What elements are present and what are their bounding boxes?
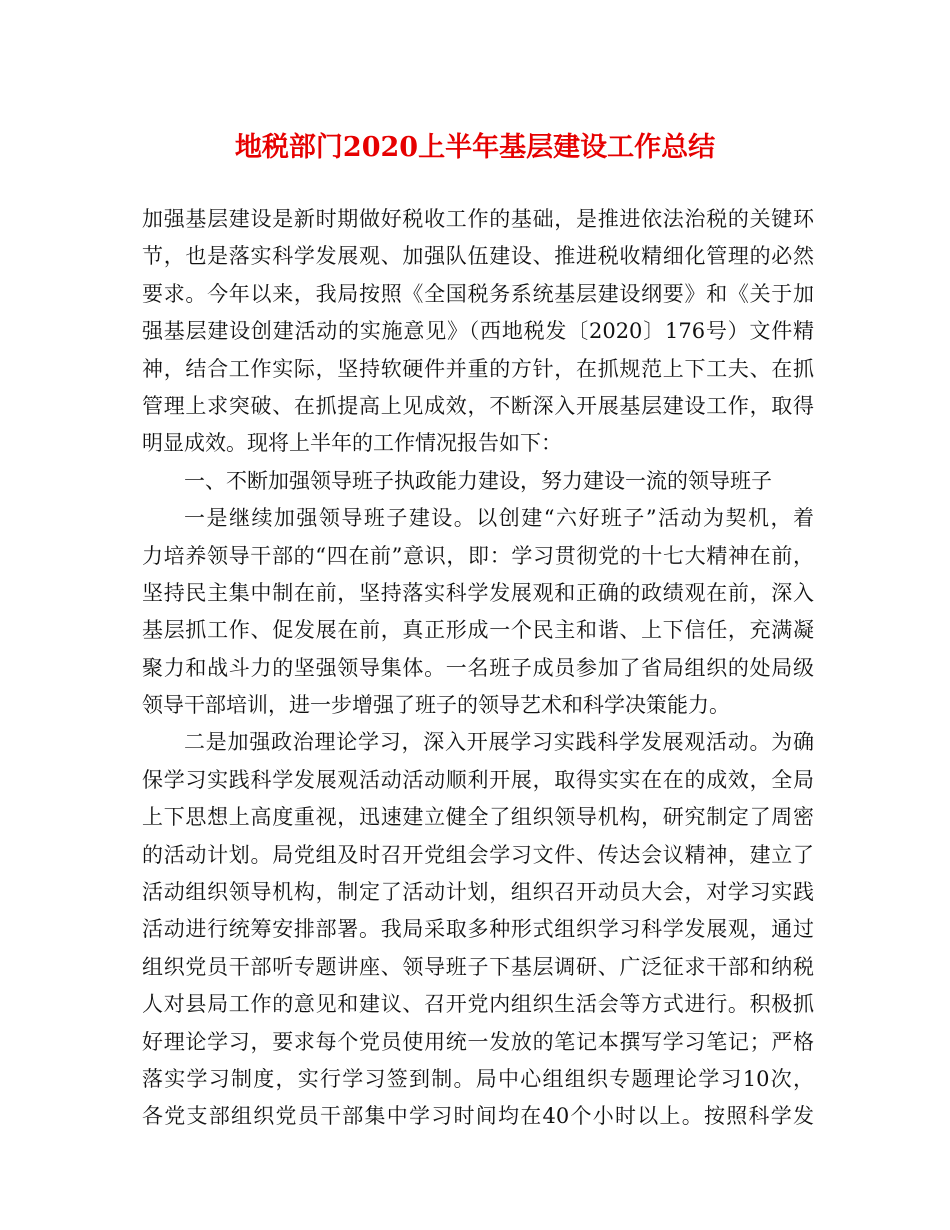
body-line: 领导干部培训，进一步增强了班子的领导艺术和科学决策能力。 [142,693,730,718]
document-body [142,201,814,1136]
body-line: 各党支部组织党员干部集中学习时间均在40个小时以上。按照科学发 [142,1104,814,1129]
body-line: 强基层建设创建活动的实施意见》（西地税发〔2020〕176号）文件精 [142,319,814,344]
body-line: 保学习实践科学发展观活动活动顺利开展，取得实实在在的成效，全局 [142,767,814,792]
body-line: 组织党员干部听专题讲座、领导班子下基层调研、广泛征求干部和纳税 [142,954,814,979]
body-line: 活动组织领导机构，制定了活动计划，组织召开动员大会，对学习实践 [142,880,814,905]
body-line: 管理上求突破、在抓提高上见成效，不断深入开展基层建设工作，取得 [142,393,814,418]
body-line: 加强基层建设是新时期做好税收工作的基础，是推进依法治税的关键环 [142,207,814,231]
document-title: 地税部门2020上半年基层建设工作总结 [234,132,716,163]
body-line: 活动进行统筹安排部署。我局采取多种形式组织学习科学发展观，通过 [142,917,814,942]
body-line: 好理论学习，要求每个党员使用统一发放的笔记本撰写学习笔记；严格 [142,1029,814,1054]
body-line: 坚持民主集中制在前，坚持落实科学发展观和正确的政绩观在前，深入 [142,580,814,605]
body-line: 神，结合工作实际，坚持软硬件并重的方针，在抓规范上下工夫、在抓 [142,356,814,381]
body-line: 明显成效。现将上半年的工作情况报告如下： [142,431,562,456]
body-line: 节，也是落实科学发展观、加强队伍建设、推进税收精细化管理的必然 [142,244,814,269]
body-line: 落实学习制度，实行学习签到制。局中心组组织专题理论学习10次， [142,1066,814,1091]
body-line: 上下思想上高度重视，迅速建立健全了组织领导机构，研究制定了周密 [142,805,814,830]
body-line: 要求。今年以来，我局按照《全国税务系统基层建设纲要》和《关于加 [142,281,814,306]
body-line: 一是继续加强领导班子建设。以创建“六好班子”活动为契机，着 [184,506,814,531]
body-line: 聚力和战斗力的坚强领导集体。一名班子成员参加了省局组织的处局级 [142,655,814,680]
body-line: 人对县局工作的意见和建议、召开党内组织生活会等方式进行。积极抓 [142,992,814,1017]
body-line: 基层抓工作、促发展在前，真正形成一个民主和谐、上下信任，充满凝 [142,618,814,643]
body-line: 的活动计划。局党组及时召开党组会学习文件、传达会议精神，建立了 [142,842,814,867]
section-heading: 一、不断加强领导班子执政能力建设，努力建设一流的领导班子 [184,468,772,493]
body-line: 力培养领导干部的“四在前”意识，即：学习贯彻党的十七大精神在前， [142,543,814,568]
body-line: 二是加强政治理论学习，深入开展学习实践科学发展观活动。为确 [184,730,814,755]
